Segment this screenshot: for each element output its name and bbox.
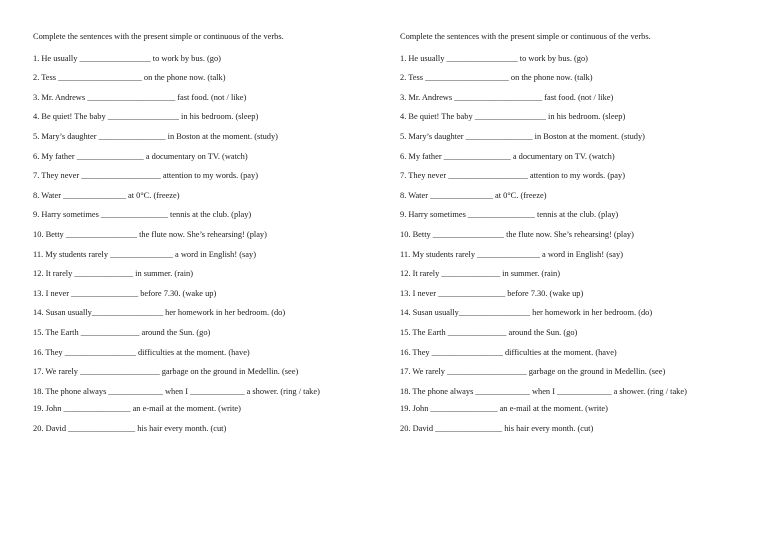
sentence-1: 1. He usually _________________ to work by bus. (go) xyxy=(33,53,221,63)
sentence-5: 5. Mary’s daughter ________________ in Boston at the moment. (study) xyxy=(33,132,278,142)
sentence-6: 6. My father ________________ a documentary on TV. (watch) xyxy=(33,151,248,161)
sentence-20: 20. David ________________ his hair every month. (cut) xyxy=(400,424,594,433)
sentence-10: 10. Betty _________________ the flute now. She’s rehearsing! (play) xyxy=(400,230,634,239)
worksheet-left xyxy=(33,32,373,444)
sentence-15: 15. The Earth ______________ around the Sun. (go) xyxy=(33,327,211,337)
sentence-2: 2. Tess ____________________ on the phone now. (talk) xyxy=(400,73,593,83)
sentence-17: 17. We rarely ___________________ garbage on the ground in Medellin. (see) xyxy=(33,367,299,377)
sentence-16: 16. They _________________ difficulties at the moment. (have) xyxy=(33,347,250,357)
sentence-5: 5. Mary’s daughter ________________ in Boston at the moment. (study) xyxy=(400,132,645,142)
sentence-3: 3. Mr. Andrews _____________________ fast food. (not / like) xyxy=(400,92,614,102)
sentence-15: 15. The Earth ______________ around the Sun. (go) xyxy=(400,327,578,337)
sentence-19: 19. John ________________ an e-mail at the moment. (write) xyxy=(33,404,241,414)
sentence-14: 14. Susan usually_________________ her homework in her bedroom. (do) xyxy=(33,308,286,318)
sentence-8: 8. Water _______________ at 0°C. (freeze) xyxy=(33,190,180,200)
worksheet-right xyxy=(400,32,740,444)
sentence-13: 13. I never ________________ before 7.30. (wake up) xyxy=(33,288,217,298)
sentence-7: 7. They never ___________________ attention to my words. (pay) xyxy=(33,171,259,181)
sentence-6: 6. My father ________________ a documentary on TV. (watch) xyxy=(400,151,615,161)
sentence-4: 4. Be quiet! The baby _________________ in his bedroom. (sleep) xyxy=(33,112,259,122)
sentence-3: 3. Mr. Andrews _____________________ fast food. (not / like) xyxy=(33,92,247,102)
sentence-14: 14. Susan usually_________________ her homework in her bedroom. (do) xyxy=(400,308,653,318)
sentence-8: 8. Water _______________ at 0°C. (freeze) xyxy=(400,190,547,200)
sentence-16: 16. They _________________ difficulties at the moment. (have) xyxy=(400,347,617,357)
sentence-17: 17. We rarely ___________________ garbage on the ground in Medellin. (see) xyxy=(400,367,666,377)
sentence-4: 4. Be quiet! The baby _________________ in his bedroom. (sleep) xyxy=(400,112,626,122)
sentence-18: 18. The phone always _____________ when I _____________ a shower. (ring / take) xyxy=(400,386,687,396)
sentence-19: 19. John ________________ an e-mail at the moment. (write) xyxy=(400,404,608,414)
sentence-7: 7. They never ___________________ attention to my words. (pay) xyxy=(400,171,626,181)
sentence-13: 13. I never ________________ before 7.30. (wake up) xyxy=(400,288,584,298)
sentence-1: 1. He usually _________________ to work by bus. (go) xyxy=(400,53,588,63)
sentence-11: 11. My students rarely _______________ a word in English! (say) xyxy=(400,249,623,259)
sentence-12: 12. It rarely ______________ in summer. (rain) xyxy=(33,269,194,279)
sentence-9: 9. Harry sometimes ________________ tennis at the club. (play) xyxy=(33,210,252,220)
sentence-2: 2. Tess ____________________ on the phone now. (talk) xyxy=(33,73,226,83)
sentence-12: 12. It rarely ______________ in summer. (rain) xyxy=(400,269,561,279)
sentence-18: 18. The phone always _____________ when I _____________ a shower. (ring / take) xyxy=(33,386,320,396)
sentence-9: 9. Harry sometimes ________________ tennis at the club. (play) xyxy=(400,210,619,220)
instruction: Complete the sentences with the present simple or continuous of the verbs. xyxy=(33,32,284,41)
instruction: Complete the sentences with the present simple or continuous of the verbs. xyxy=(400,32,651,41)
sentence-10: 10. Betty _________________ the flute now. She’s rehearsing! (play) xyxy=(33,230,267,239)
sentence-20: 20. David ________________ his hair every month. (cut) xyxy=(33,424,227,433)
sentence-11: 11. My students rarely _______________ a word in English! (say) xyxy=(33,249,256,259)
